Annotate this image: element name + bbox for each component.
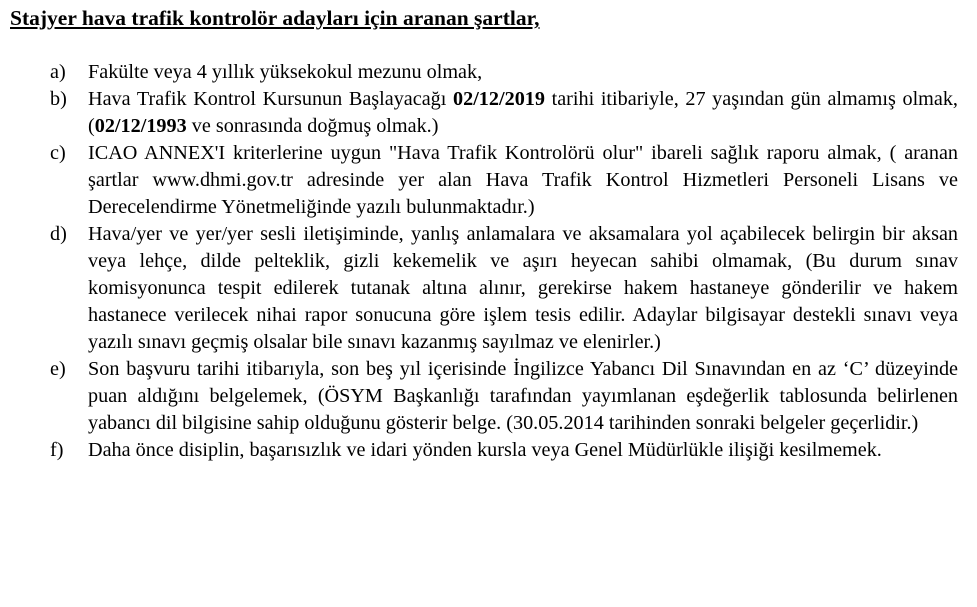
item-marker: e)	[50, 358, 66, 380]
item-text: Daha önce disiplin, başarısızlık ve idari yönden kursla veya Genel Müdürlükle ilişiği kesilmemek.	[88, 439, 882, 461]
item-marker: b)	[50, 88, 67, 110]
requirement-item-f	[10, 437, 958, 464]
course-start-date: 02/12/2019	[453, 88, 545, 110]
item-text: Hava/yer ve yer/yer sesli iletişiminde, yanlış anlamalara ve aksamalara yol açabilecek belirgin bir aksan veya lehçe, dilde pelteklik, gizli kekemelik ve aşırı heyecan sahibi olmamak, (Bu durum sınav komisyonunca tespit edilerek tutanak altına alınır, gerekirse hakem hastaneye gönderilir ve hakem hastanece verilecek nihai rapor sonucuna göre işlem tesis edilir. Adaylar bilgisayar destekli sınavı veya yazılı sınavı geçmiş olsalar bile sınavı kazanmış sayılmaz ve elenirler.)	[88, 223, 958, 353]
item-text: Fakülte veya 4 yıllık yüksekokul mezunu olmak,	[88, 61, 483, 83]
item-marker: d)	[50, 223, 67, 245]
item-text: ICAO ANNEX'I kriterlerine uygun "Hava Trafik Kontrolörü olur" ibareli sağlık raporu almak, ( aranan şartlar www.dhmi.gov.tr adresinde yer alan Hava Trafik Kontrol Hizmetleri Personeli Lisans ve Derecelendirme Yönetmeliğinde yazılı bulunmaktadır.)	[88, 142, 958, 218]
item-text: tarihi itibariyle, 27 yaşından gün almamış olmak, (	[88, 88, 958, 137]
item-marker: f)	[50, 439, 64, 461]
requirement-item-e	[10, 356, 958, 437]
item-marker: a)	[50, 61, 66, 83]
requirement-item-d	[10, 221, 958, 356]
requirement-item-c	[10, 140, 958, 221]
item-text: Son başvuru tarihi itibarıyla, son beş yıl içerisinde İngilizce Yabancı Dil Sınavından en az ‘C’ düzeyinde puan aldığını belgelemek, (ÖSYM Başkanlığı tarafından yayımlanan eşdeğerlik tablosunda belirlenen yabancı dil bilgisine sahip olduğunu gösterir belge. (30.05.2014 tarihinden sonraki belgeler geçerlidir.)	[88, 358, 958, 434]
birth-date-limit: 02/12/1993	[94, 115, 187, 137]
document-title: Stajyer hava trafik kontrolör adayları için aranan şartlar,	[10, 6, 540, 30]
requirements-list	[10, 59, 963, 464]
item-text: ve sonrasında doğmuş olmak.)	[186, 115, 439, 137]
item-marker: c)	[50, 142, 66, 164]
requirement-item-b	[10, 86, 958, 140]
item-text: Hava Trafik Kontrol Kursunun Başlayacağı	[88, 88, 454, 110]
requirement-item-a	[10, 59, 958, 86]
